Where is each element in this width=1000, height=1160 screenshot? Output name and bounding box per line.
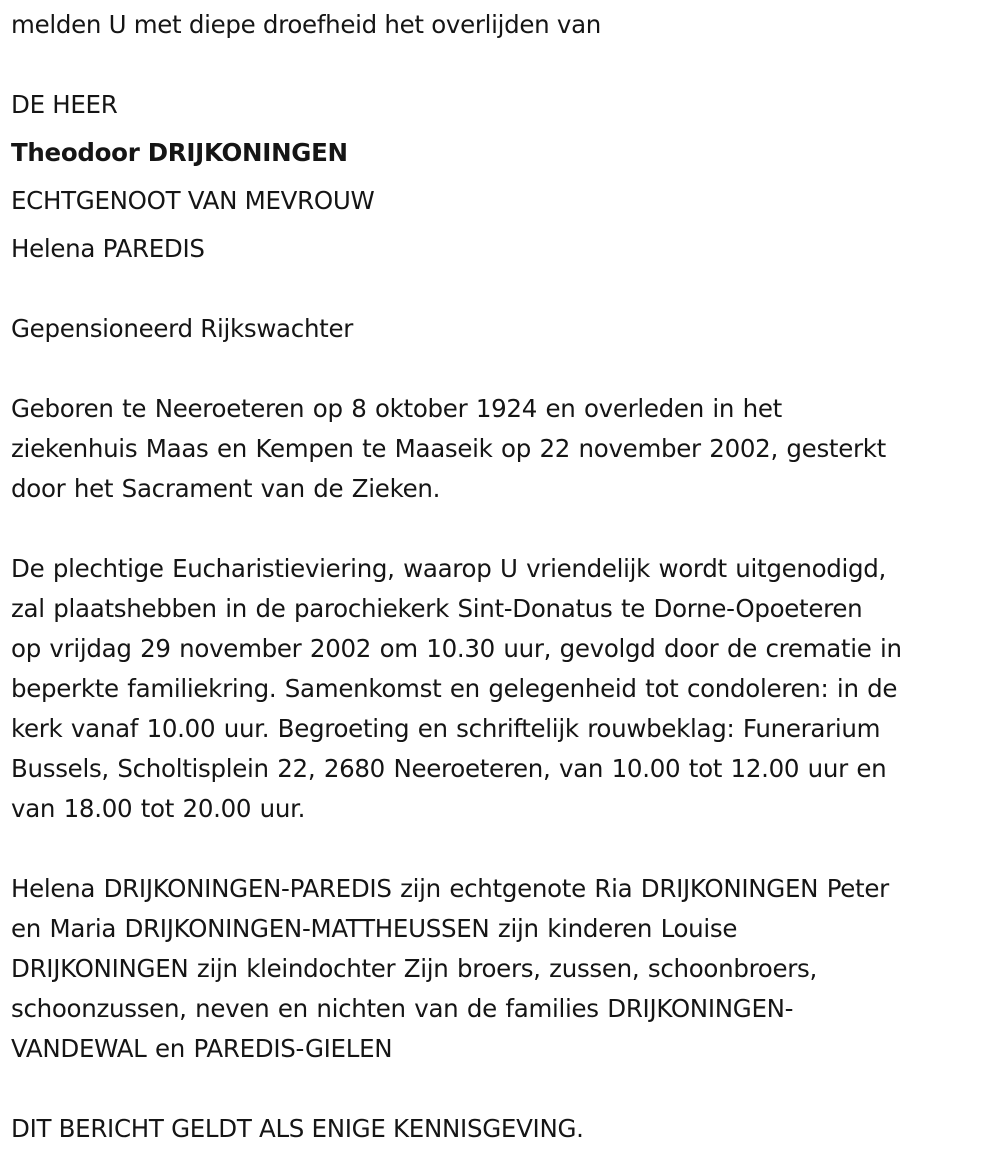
occupation: Gepensioneerd Rijkswachter <box>11 314 354 343</box>
birth-death-line: Geboren te Neeroeteren op 8 oktober 1924 en overleden in het <box>11 394 782 423</box>
ceremony-paragraph <box>11 549 993 829</box>
family-line: DRIJKONINGEN zijn kleindochter Zijn broers, zussen, schoonbroers, <box>11 954 817 983</box>
ceremony-line: beperkte familiekring. Samenkomst en gelegenheid tot condoleren: in de <box>11 674 898 703</box>
family-paragraph <box>11 869 993 1069</box>
ceremony-line: kerk vanaf 10.00 uur. Begroeting en schriftelijk rouwbeklag: Funerarium <box>11 714 881 743</box>
spouse-label: ECHTGENOOT VAN MEVROUW <box>11 186 375 215</box>
family-line: Helena DRIJKONINGEN-PAREDIS zijn echtgenote Ria DRIJKONINGEN Peter <box>11 874 889 903</box>
closing-statement: DIT BERICHT GELDT ALS ENIGE KENNISGEVING. <box>11 1114 584 1143</box>
deceased-name: Theodoor DRIJKONINGEN <box>11 138 348 167</box>
ceremony-line: Bussels, Scholtisplein 22, 2680 Neeroeteren, van 10.00 tot 12.00 uur en <box>11 754 887 783</box>
ceremony-line: op vrijdag 29 november 2002 om 10.30 uur, gevolgd door de crematie in <box>11 634 902 663</box>
family-line: VANDEWAL en PAREDIS-GIELEN <box>11 1034 393 1063</box>
ceremony-line: zal plaatshebben in de parochiekerk Sint-Donatus te Dorne-Opoeteren <box>11 594 863 623</box>
honorific: DE HEER <box>11 90 118 119</box>
intro-text: melden U met diepe droefheid het overlijden van <box>11 10 602 39</box>
spouse-name: Helena PAREDIS <box>11 234 205 263</box>
family-line: schoonzussen, neven en nichten van de families DRIJKONINGEN- <box>11 994 794 1023</box>
birth-death-line: door het Sacrament van de Zieken. <box>11 474 441 503</box>
birth-death-paragraph <box>11 389 993 509</box>
ceremony-line: De plechtige Eucharistieviering, waarop U vriendelijk wordt uitgenodigd, <box>11 554 887 583</box>
ceremony-line: van 18.00 tot 20.00 uur. <box>11 794 306 823</box>
birth-death-line: ziekenhuis Maas en Kempen te Maaseik op 22 november 2002, gesterkt <box>11 434 886 463</box>
family-line: en Maria DRIJKONINGEN-MATTHEUSSEN zijn kinderen Louise <box>11 914 738 943</box>
